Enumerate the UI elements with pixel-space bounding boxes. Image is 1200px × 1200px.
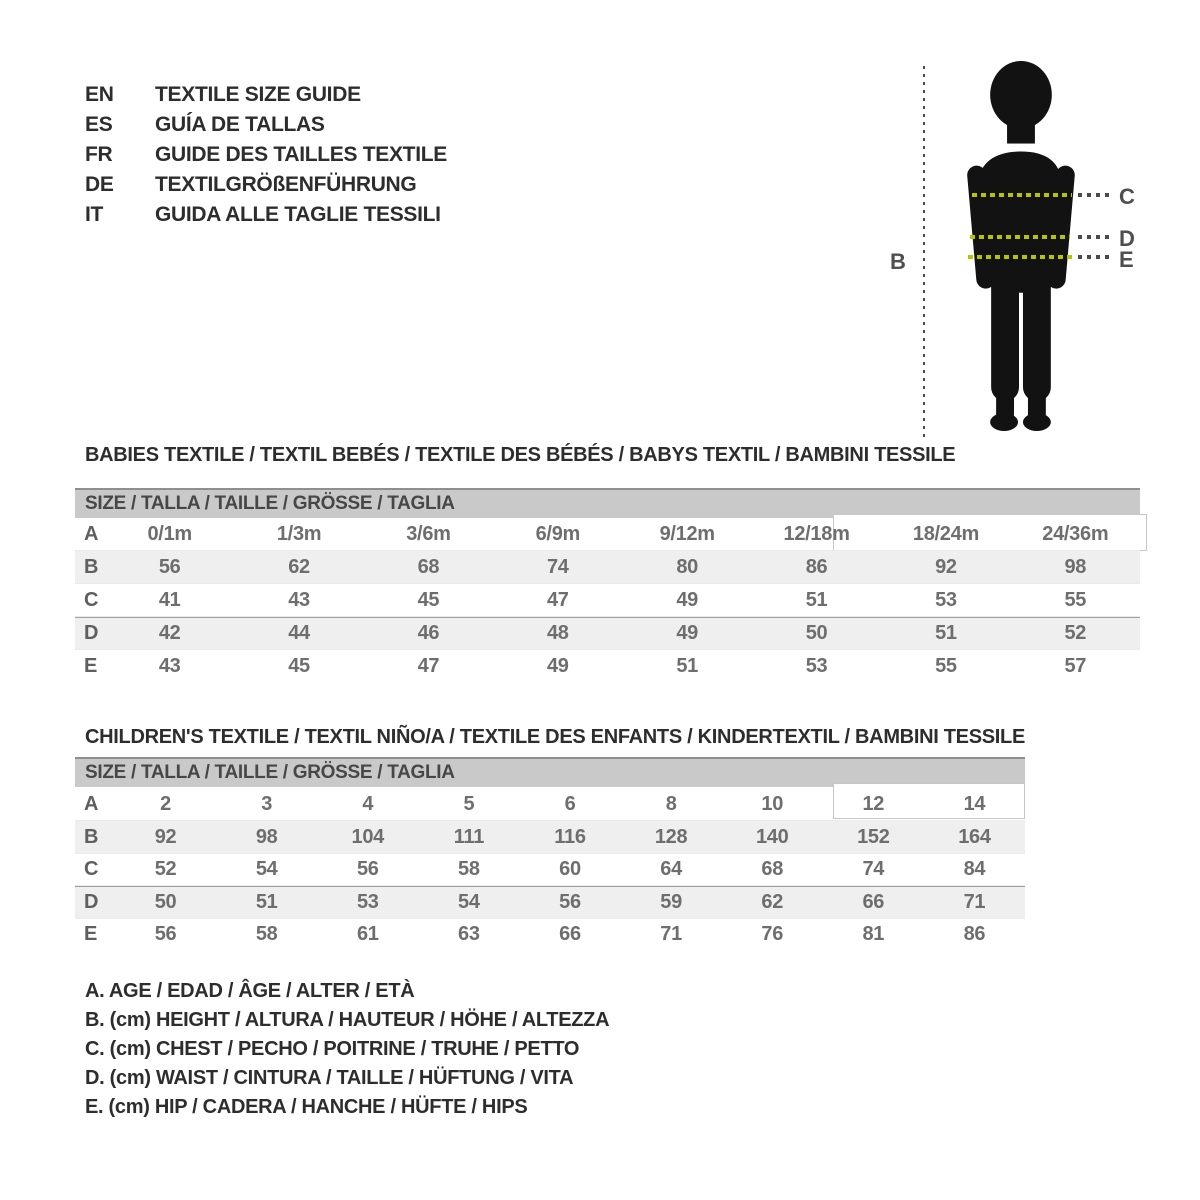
- language-item: [85, 110, 447, 140]
- cell-value: 58: [255, 923, 278, 946]
- cell-value: 43: [158, 655, 181, 677]
- cell-value: 49: [676, 622, 699, 644]
- cell-value: 71: [963, 890, 986, 913]
- legend-item: C. (cm) CHEST / PECHO / POITRINE / TRUHE / PETTO: [85, 1038, 580, 1060]
- cell-value: 45: [417, 588, 440, 611]
- table-row: [75, 518, 1140, 551]
- hip-leader-line: [1078, 255, 1114, 259]
- language-item: [85, 140, 447, 170]
- cell-value: 92: [935, 555, 957, 578]
- cell-value: 6: [564, 793, 576, 816]
- cell-value: 58: [458, 857, 480, 880]
- height-label: B: [890, 249, 906, 274]
- cell-value: 74: [862, 857, 885, 880]
- table-row: [75, 854, 1025, 886]
- cell-value: 74: [546, 555, 569, 578]
- row-label: D: [84, 622, 99, 644]
- row-label: B: [84, 555, 99, 578]
- chest-leader-line: [1078, 193, 1114, 197]
- cell-value: 50: [154, 890, 177, 913]
- table-row: [75, 650, 1140, 683]
- cell-value: 62: [761, 890, 784, 913]
- cell-value: 60: [559, 857, 581, 880]
- cell-value: 111: [453, 825, 485, 848]
- cell-value: 68: [417, 555, 440, 578]
- children-size-table: [75, 789, 1025, 951]
- legend-item: A. AGE / EDAD / ÂGE / ALTER / ETÀ: [85, 980, 415, 1002]
- cell-value: 48: [546, 622, 569, 644]
- cell-value: 3/6m: [406, 522, 451, 545]
- babies-size-table: [75, 518, 1140, 683]
- cell-value: 56: [356, 857, 379, 880]
- cell-value: 47: [417, 655, 440, 677]
- cell-value: 51: [805, 588, 828, 611]
- table-row: [75, 551, 1140, 584]
- language-label: GUIDA ALLE TAGLIE TESSILI: [155, 203, 441, 226]
- cell-value: 52: [154, 857, 177, 880]
- cell-value: 4: [362, 793, 374, 816]
- measurement-legend: [85, 977, 609, 1122]
- cell-value: 128: [654, 825, 688, 848]
- table-row: [75, 789, 1025, 821]
- height-measure-line: [923, 66, 925, 438]
- cell-value: 3: [261, 793, 273, 816]
- row-label: E: [84, 923, 98, 946]
- cell-value: 51: [255, 890, 278, 913]
- language-label: TEXTILE SIZE GUIDE: [155, 83, 361, 106]
- cell-value: 45: [288, 655, 310, 677]
- table-row: [75, 617, 1140, 650]
- cell-value: 49: [676, 588, 699, 611]
- cell-value: 81: [862, 923, 885, 946]
- row-label: A: [84, 522, 99, 545]
- cell-value: 52: [1064, 622, 1087, 644]
- cell-value: 63: [458, 923, 480, 946]
- hip-measure-line: [968, 255, 1072, 259]
- cell-value: 98: [255, 825, 278, 848]
- hip-label: E: [1119, 247, 1134, 272]
- cell-value: 164: [958, 825, 991, 848]
- cell-value: 56: [154, 923, 177, 946]
- cell-value: 104: [351, 825, 385, 848]
- language-code: EN: [85, 83, 114, 106]
- language-item: [85, 170, 447, 200]
- chest-measure-line: [972, 193, 1072, 197]
- waist-measure-line: [970, 235, 1070, 239]
- cell-value: 68: [761, 857, 784, 880]
- cell-value: 2: [160, 793, 171, 816]
- cell-value: 46: [417, 622, 440, 644]
- row-label: D: [84, 890, 99, 913]
- cell-value: 0/1m: [147, 522, 192, 545]
- row-label: C: [84, 857, 99, 880]
- cell-value: 71: [660, 923, 682, 946]
- legend-item: E. (cm) HIP / CADERA / HANCHE / HÜFTE / HIPS: [85, 1096, 528, 1118]
- cell-value: 53: [805, 655, 828, 677]
- babies-size-header: SIZE / TALLA / TAILLE / GRÖSSE / TAGLIA: [75, 488, 1140, 518]
- cell-value: 56: [158, 555, 181, 578]
- language-code: ES: [85, 113, 113, 136]
- legend-item: D. (cm) WAIST / CINTURA / TAILLE / HÜFTUNG / VITA: [85, 1067, 574, 1089]
- language-item: [85, 200, 447, 230]
- cell-value: 10: [761, 793, 784, 816]
- cell-value: 98: [1064, 555, 1087, 578]
- table-row: [75, 886, 1025, 918]
- table-row: [75, 821, 1025, 853]
- cell-value: 56: [559, 890, 581, 913]
- cell-value: 53: [935, 588, 957, 611]
- cell-value: 6/9m: [535, 522, 580, 545]
- language-code: IT: [85, 203, 104, 226]
- cell-value: 43: [288, 588, 310, 611]
- cell-value: 64: [660, 857, 682, 880]
- cell-value: 51: [935, 622, 957, 644]
- cell-value: 8: [665, 793, 677, 816]
- cell-value: 49: [546, 655, 569, 677]
- cell-value: 14: [963, 793, 986, 816]
- cell-value: 50: [805, 622, 828, 644]
- cell-value: 47: [546, 588, 569, 611]
- language-list: [85, 80, 447, 230]
- cell-value: 24/36m: [1042, 522, 1109, 545]
- cell-value: 66: [559, 923, 581, 946]
- cell-value: 42: [158, 622, 181, 644]
- row-label: C: [84, 588, 99, 611]
- cell-value: 76: [761, 923, 784, 946]
- cell-value: 1/3m: [276, 522, 322, 545]
- cell-value: 41: [158, 588, 181, 611]
- cell-value: 80: [676, 555, 699, 578]
- cell-value: 55: [935, 655, 957, 677]
- language-item: [85, 80, 447, 110]
- cell-value: 44: [288, 622, 310, 644]
- cell-value: 62: [288, 555, 310, 578]
- cell-value: 152: [857, 825, 890, 848]
- cell-value: 5: [463, 793, 475, 816]
- language-code: FR: [85, 143, 113, 166]
- row-label: E: [84, 655, 98, 677]
- cell-value: 86: [805, 555, 828, 578]
- cell-value: 55: [1064, 588, 1087, 611]
- table-row: [75, 919, 1025, 951]
- cell-value: 12/18m: [783, 522, 850, 545]
- cell-value: 86: [963, 923, 986, 946]
- row-label: A: [84, 793, 99, 816]
- cell-value: 12: [862, 793, 885, 816]
- babies-section-title: BABIES TEXTILE / TEXTIL BEBÉS / TEXTILE DES BÉBÉS / BABYS TEXTIL / BAMBINI TESSILE: [85, 444, 956, 466]
- children-size-header: SIZE / TALLA / TAILLE / GRÖSSE / TAGLIA: [75, 757, 1025, 787]
- cell-value: 66: [862, 890, 885, 913]
- chest-label: C: [1119, 184, 1135, 209]
- waist-label: D: [1119, 226, 1135, 251]
- cell-value: 140: [755, 825, 789, 848]
- cell-value: 51: [676, 655, 699, 677]
- cell-value: 18/24m: [912, 522, 979, 545]
- cell-value: 54: [458, 890, 480, 913]
- waist-leader-line: [1078, 235, 1114, 239]
- legend-item: B. (cm) HEIGHT / ALTURA / HAUTEUR / HÖHE / ALTEZZA: [85, 1009, 610, 1031]
- language-label: GUÍA DE TALLAS: [155, 113, 325, 136]
- cell-value: 53: [356, 890, 379, 913]
- cell-value: 61: [356, 923, 379, 946]
- language-label: GUIDE DES TAILLES TEXTILE: [155, 143, 447, 166]
- cell-value: 59: [660, 890, 682, 913]
- cell-value: 116: [554, 825, 586, 848]
- table-row: [75, 584, 1140, 617]
- cell-value: 57: [1064, 655, 1087, 677]
- child-silhouette-icon: [958, 58, 1078, 436]
- cell-value: 92: [154, 825, 177, 848]
- language-label: TEXTILGRÖßENFÜHRUNG: [155, 173, 417, 196]
- row-label: B: [84, 825, 99, 848]
- cell-value: 54: [255, 857, 278, 880]
- cell-value: 9/12m: [659, 522, 715, 545]
- children-section-title: CHILDREN'S TEXTILE / TEXTIL NIÑO/A / TEXTILE DES ENFANTS / KINDERTEXTIL / BAMBINI TESSILE: [85, 726, 1025, 748]
- cell-value: 84: [963, 857, 986, 880]
- language-code: DE: [85, 173, 114, 196]
